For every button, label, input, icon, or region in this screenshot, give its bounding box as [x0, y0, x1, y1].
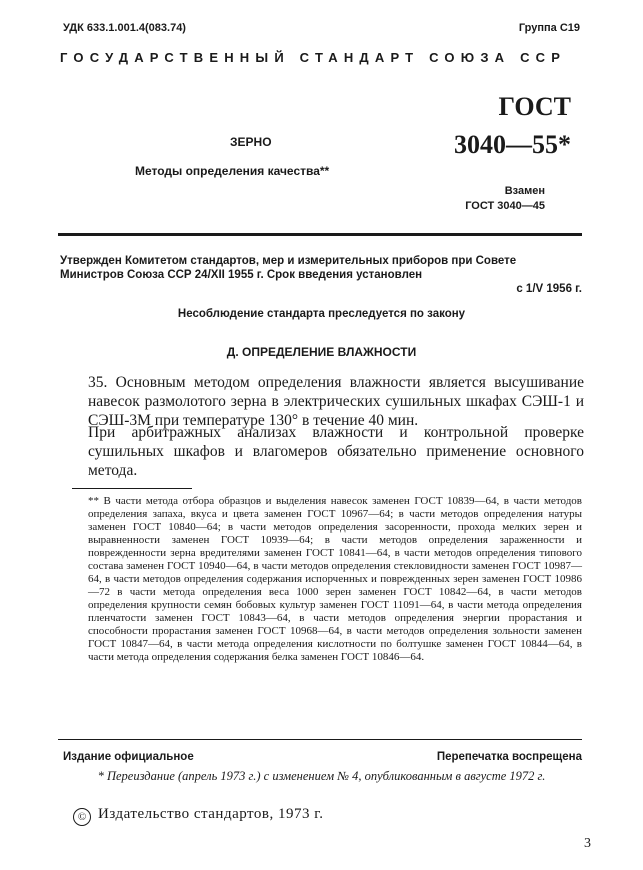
- reissue-note: * Переиздание (апрель 1973 г.) с изменением № 4, опубликованным в августе 1972 г.: [97, 769, 546, 783]
- publisher: Издательство стандартов, 1973 г.: [98, 806, 324, 822]
- gost-number: 3040—55*: [454, 130, 571, 159]
- copyright-icon: ©: [73, 808, 91, 826]
- top-divider: [58, 233, 582, 236]
- udk-code: УДК 633.1.001.4(083.74): [63, 22, 186, 34]
- replaces-label: Взамен: [504, 185, 545, 197]
- page-number: 3: [584, 836, 591, 851]
- approval-text: Утвержден Комитетом стандартов, мер и измерительных приборов при Совете Министров Союза ССР 24/XII 1955 г. Срок введения установлен: [60, 255, 517, 281]
- group-code: Группа С19: [518, 22, 580, 34]
- reprint-notice: Перепечатка воспрещена: [436, 751, 582, 763]
- replaces-value: ГОСТ 3040—45: [465, 200, 545, 212]
- footnote-divider: [72, 488, 192, 489]
- approval-block: [60, 254, 582, 296]
- section-heading: Д. ОПРЕДЕЛЕНИЕ ВЛАЖНОСТИ: [226, 345, 417, 359]
- law-notice: Несоблюдение стандарта преследуется по закону: [177, 308, 466, 320]
- standard-title: ГОСУДАРСТВЕННЫЙ СТАНДАРТ СОЮЗА ССР: [60, 50, 567, 65]
- footer-divider: [58, 739, 582, 740]
- effective-date: с 1/V 1956 г.: [516, 283, 582, 295]
- methods-title: Методы определения качества**: [135, 164, 330, 178]
- subject-title: ЗЕРНО: [230, 135, 272, 149]
- gost-label: ГОСТ: [498, 92, 571, 121]
- paragraph-arbitration: При арбитражных анализах влажности и контрольной проверке сушильных шкафов и влагомеров обязательно применение основного метода.: [88, 424, 584, 479]
- footnote: ** В части метода отбора образцов и выделения навесок заменен ГОСТ 10839—64, в части методов определения запаха, вкуса и цвета заменен ГОСТ 10967—64; в части методов определения натуры заменен ГОСТ 10840—64; в части методов определения засоренности, прохода мелких зерен и выравненности заменен ГОСТ 10939—64; в части методов определения зараженности и поврежденности зерна вредителями заменен ГОСТ 10841—64, в части методов определения типового состава заменен ГОСТ 10940—64, в части методов определения стекловидности заменен ГОСТ 10987—64, в части методов определения содержания испорченных и поврежденных зерен заменен ГОСТ 10986—72 в части метода определения веса 1000 зерен заменен ГОСТ 10842—64, в части методов определения крупности семян бобовых культур заменен ГОСТ 11091—64, в части метода определения пленчатости заменен ГОСТ 10843—64, в части методов определения энергии прорастания и способности прорастания заменен ГОСТ 10968—64, в части методов определения зольности заменен ГОСТ 10847—64, в части метода определения кислотности по болтушке заменен ГОСТ 10844—64, в части метода определения содержания белка заменен ГОСТ 10846—64.: [88, 495, 582, 663]
- replaces-block: [465, 184, 545, 214]
- edition-label: Издание официальное: [63, 751, 194, 763]
- paragraph-35: 35. Основным методом определения влажности является высушивание навесок размолотого зерна в электрических сушильных шкафах СЭШ-1 и СЭШ-3М при температуре 130° в течение 40 мин.: [88, 374, 584, 429]
